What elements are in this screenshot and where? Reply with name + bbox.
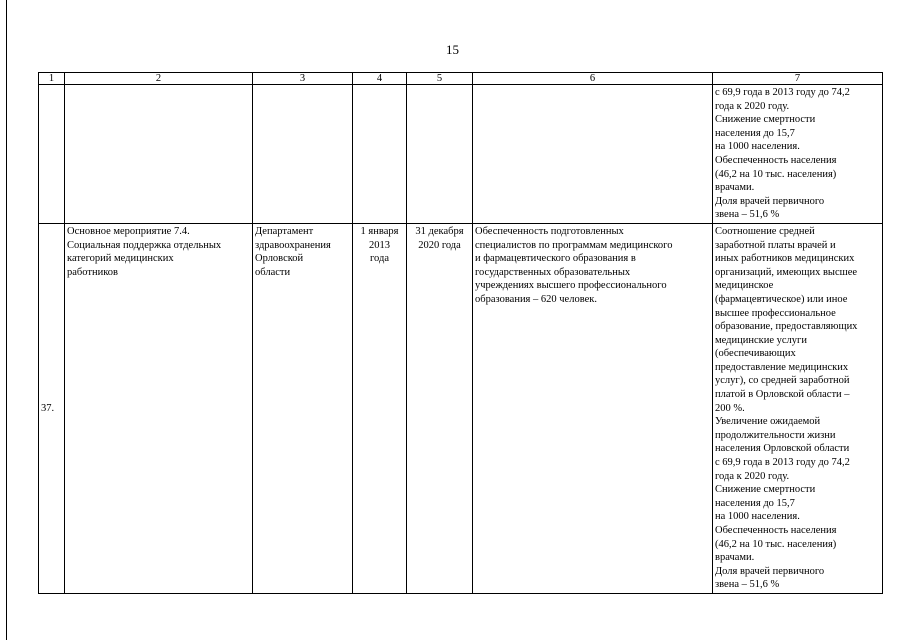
table-row-continued [39,85,883,224]
cell-empty [353,85,407,224]
cell-empty [473,85,713,224]
header-cell: 4 [353,73,407,85]
cell-end-date: 31 декабря 2020 года [407,223,473,593]
cell-empty [253,85,353,224]
row-number: 37. [39,223,65,593]
cell-empty [65,85,253,224]
header-cell: 3 [253,73,353,85]
cell-expected-result: Обеспеченность подготовленных специалистов по программам медицинского и фармацевтического образования в государственных образовательных учреждениях высшего профессионального образования – 620 человек. [473,223,713,593]
table-row [39,223,883,593]
header-cell: 6 [473,73,713,85]
page-edge-line [6,0,7,640]
table-header-row [39,73,883,85]
page-number: 15 [446,42,459,57]
cell-indicators-continued: с 69,9 года в 2013 году до 74,2 года к 2020 году. Снижение смертности населения до 15,7 на 1000 населения. Обеспеченность населения (46,2 на 10 тыс. населения) врачами. Доля врачей первичного звена – 51,6 % [713,85,883,224]
cell-executor: Департамент здравоохранения Орловской области [253,223,353,593]
header-cell: 5 [407,73,473,85]
cell-empty [39,85,65,224]
cell-empty [407,85,473,224]
program-activities-table [38,72,883,594]
cell-start-date: 1 января 2013 года [353,223,407,593]
header-cell: 7 [713,73,883,85]
cell-activity: Основное мероприятие 7.4. Социальная поддержка отдельных категорий медицинских работников [65,223,253,593]
header-cell: 1 [39,73,65,85]
header-cell: 2 [65,73,253,85]
cell-indicators: Соотношение средней заработной платы врачей и иных работников медицинских организаций, имеющих высшее медицинское (фармацевтическое) или иное высшее профессиональное образование, предоставляющих медицинские услуги (обеспечивающих предоставление медицинских услуг), со средней заработной платой в Орловской области – 200 %. Увеличение ожидаемой продолжительности жизни населения Орловской области с 69,9 года в 2013 году до 74,2 года к 2020 году. Снижение смертности населения до 15,7 на 1000 населения. Обеспеченность населения (46,2 на 10 тыс. населения) врачами. Доля врачей первичного звена – 51,6 % [713,223,883,593]
